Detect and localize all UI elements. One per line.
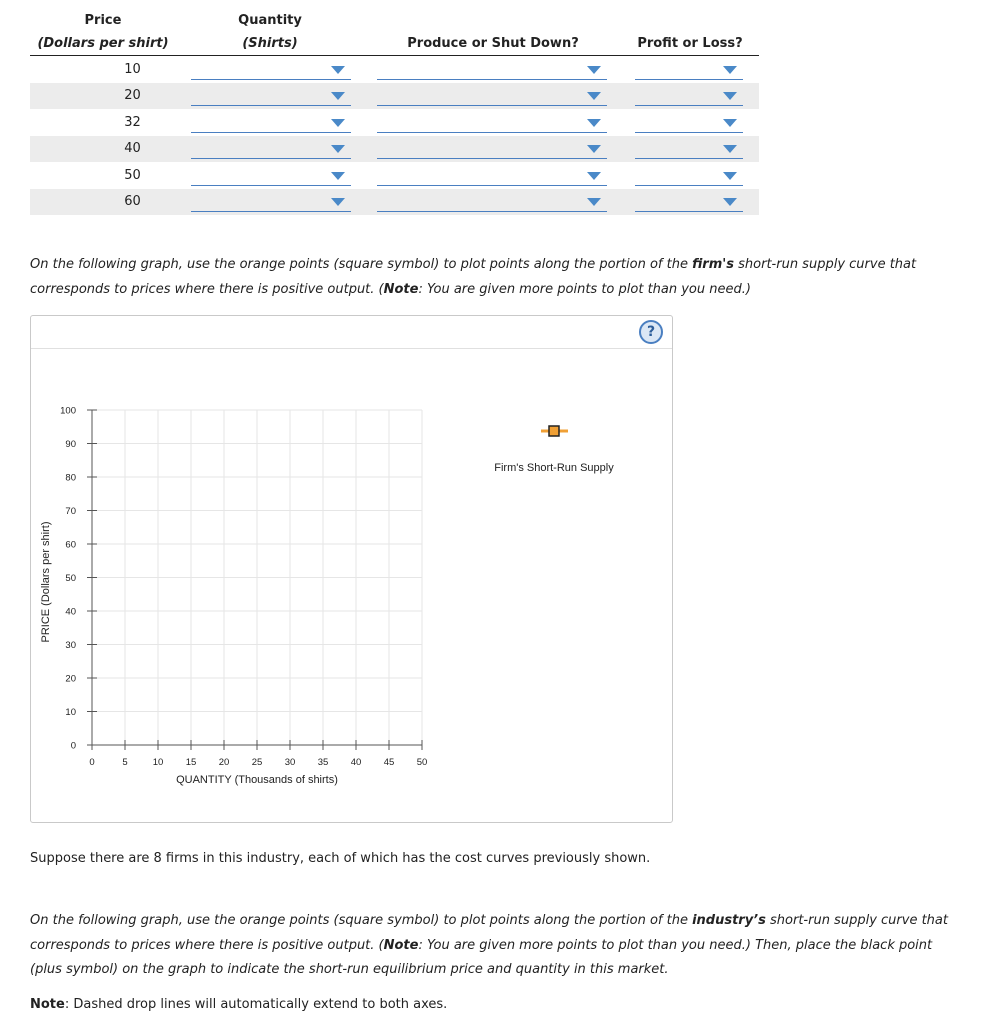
x-axis-label: QUANTITY (Thousands of shirts) <box>176 774 338 786</box>
x-tick-label: 25 <box>251 757 263 768</box>
x-tick-label: 30 <box>284 757 296 768</box>
quantity-subheader: (Shirts) <box>242 36 298 51</box>
y-tick-label: 0 <box>70 740 76 752</box>
table-row <box>30 136 759 162</box>
chevron-down-icon <box>587 198 601 206</box>
emphasis: Note <box>383 937 419 953</box>
price-cell: 50 <box>124 168 141 183</box>
x-tick-label: 15 <box>185 757 197 768</box>
price-cell: 60 <box>124 194 141 209</box>
chevron-down-icon <box>587 66 601 74</box>
y-tick-label: 70 <box>65 506 76 517</box>
chevron-down-icon <box>587 172 601 180</box>
orange-square-icon[interactable] <box>549 426 559 436</box>
x-tick-label: 45 <box>383 757 395 768</box>
emphasis: Note <box>383 281 419 297</box>
profit-dropdown[interactable] <box>635 165 743 186</box>
chevron-down-icon <box>723 198 737 206</box>
profit-dropdown[interactable] <box>635 59 743 80</box>
emphasis: industry’s <box>692 913 766 928</box>
chevron-down-icon <box>723 66 737 74</box>
legend-label: Firm's Short-Run Supply <box>494 462 614 474</box>
chevron-down-icon <box>723 92 737 100</box>
produce-dropdown[interactable] <box>377 165 607 186</box>
y-tick-label: 20 <box>65 673 76 685</box>
text-run: On the following graph, use the orange points (square symbol) to plot points along the portion of the <box>30 913 693 928</box>
profit-dropdown[interactable] <box>635 191 743 212</box>
y-tick-label: 90 <box>65 439 76 450</box>
emphasis: firm's <box>692 257 734 272</box>
y-tick-label: 30 <box>65 640 76 651</box>
produce-dropdown[interactable] <box>377 85 607 106</box>
chevron-down-icon <box>723 119 737 127</box>
price-cell: 20 <box>124 88 141 103</box>
quantity-dropdown[interactable] <box>191 59 351 80</box>
produce-dropdown[interactable] <box>377 112 607 133</box>
chevron-down-icon <box>723 145 737 153</box>
help-icon[interactable]: ? <box>639 320 663 344</box>
chevron-down-icon <box>331 92 345 100</box>
x-tick-label: 40 <box>350 757 362 768</box>
chevron-down-icon <box>587 92 601 100</box>
produce-dropdown[interactable] <box>377 191 607 212</box>
text-run: short-run supply curve that corresponds to prices where there is positive output. ( <box>30 257 917 297</box>
quantity-dropdown[interactable] <box>191 191 351 212</box>
text-run: On the following graph, use the orange points (square symbol) to plot points along the portion of the <box>30 257 693 272</box>
y-tick-label: 10 <box>65 707 76 718</box>
y-tick-label: 80 <box>65 472 76 484</box>
price-cell: 40 <box>124 141 141 156</box>
produce-dropdown[interactable] <box>377 59 607 80</box>
price-header: Price <box>84 13 122 28</box>
chevron-down-icon <box>331 145 345 153</box>
instruction-firm-supply <box>30 253 965 302</box>
header-rule <box>30 55 759 56</box>
table-row <box>30 189 759 215</box>
chevron-down-icon <box>587 145 601 153</box>
y-tick-label: 100 <box>60 405 76 417</box>
table-row <box>30 163 759 189</box>
chevron-down-icon <box>331 198 345 206</box>
y-axis-label: PRICE (Dollars per shirt) <box>40 521 52 643</box>
profit-dropdown[interactable] <box>635 112 743 133</box>
text-run: : You are given more points to plot than you need.) <box>418 281 751 297</box>
x-tick-label: 50 <box>416 757 428 768</box>
emphasis: Note <box>30 997 65 1012</box>
profit-header: Profit or Loss? <box>637 36 743 51</box>
profit-dropdown[interactable] <box>635 138 743 159</box>
quantity-dropdown[interactable] <box>191 138 351 159</box>
instruction-industry-supply <box>30 909 965 983</box>
text-run: short-run supply curve that corresponds to prices where there is positive output. ( <box>30 913 948 953</box>
chevron-down-icon <box>723 172 737 180</box>
table-row <box>30 110 759 136</box>
x-tick-label: 0 <box>89 757 95 768</box>
chevron-down-icon <box>331 119 345 127</box>
produce-header: Produce or Shut Down? <box>407 36 579 51</box>
text-run: : Dashed drop lines will automatically extend to both axes. <box>64 997 448 1012</box>
x-tick-label: 20 <box>218 757 230 768</box>
x-tick-label: 10 <box>152 757 164 768</box>
table-row <box>30 57 759 83</box>
price-cell: 32 <box>124 115 141 130</box>
y-tick-label: 50 <box>65 573 76 584</box>
chevron-down-icon <box>587 119 601 127</box>
table-row <box>30 83 759 109</box>
y-tick-label: 60 <box>65 539 76 551</box>
graph-panel <box>30 315 673 823</box>
chevron-down-icon <box>331 172 345 180</box>
quantity-dropdown[interactable] <box>191 112 351 133</box>
price-subheader: (Dollars per shirt) <box>37 36 169 51</box>
produce-dropdown[interactable] <box>377 138 607 159</box>
profit-dropdown[interactable] <box>635 85 743 106</box>
quantity-dropdown[interactable] <box>191 165 351 186</box>
price-cell: 10 <box>124 62 141 77</box>
chevron-down-icon <box>331 66 345 74</box>
drop-lines-note <box>30 997 447 1012</box>
x-tick-label: 5 <box>122 757 128 768</box>
firm-count-text: Suppose there are 8 firms in this industry, each of which has the cost curves previously shown. <box>30 851 651 866</box>
graph-toolbar <box>31 316 672 349</box>
y-tick-label: 40 <box>65 606 76 618</box>
quantity-dropdown[interactable] <box>191 85 351 106</box>
text-run: : You are given more points to plot than you need.) Then, place the black point (plus symbol) on the graph to indicate the short-run equilibrium price and quantity in this market. <box>30 937 933 977</box>
x-tick-label: 35 <box>317 757 329 768</box>
quantity-header: Quantity <box>238 13 302 28</box>
